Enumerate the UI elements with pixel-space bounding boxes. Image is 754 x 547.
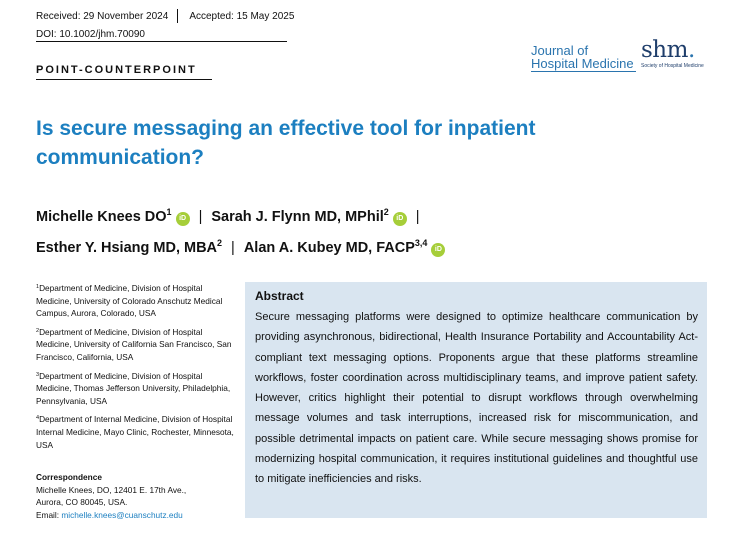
article-title: Is secure messaging an effective tool for inpatient communication? (36, 117, 536, 169)
affiliation-2: $^2$Department of Medicine, Division of Hospital Medicine, University of California San Francisco, San Francisco, California, USA (36, 326, 232, 362)
affiliation-4: $^4$Department of Internal Medicine, Division of Hospital Internal Medicine, Mayo Clinic, Rochester, Minnesota, USA (36, 414, 234, 450)
correspondence-email-link[interactable]: michelle.knees@cuanschutz.edu (61, 509, 183, 520)
correspondence-address-line2: Aurora, CO 80045, USA. (36, 497, 128, 508)
accepted-date: Accepted: 15 May 2025 (189, 10, 295, 22)
abstract-text: Secure messaging platforms were designed to optimize healthcare communication by providing asynchronous, bidirectional, Health Insurance Portability and Accountability Act-compliant text messaging options. Proponents argue that these platforms streamline workflows, foster coordination across multidisciplinary teams, and improve patient safety. However, critics highlight their potential to disrupt workflows through overwhelming message volumes and task interruptions, increased risk for miscommunication, and possible detrimental impacts on patient care. While secure messaging shows promise for modernizing hospital communication, it requires institutional guidelines and thoughtful use to mitigate inefficiencies and risks. (255, 311, 698, 486)
article-dates (36, 9, 294, 23)
society-logo-subtitle: Society of Hospital Medicine (641, 63, 704, 69)
society-logo (641, 39, 721, 69)
correspondence-heading: Correspondence (36, 472, 102, 482)
journal-logo-line2: Hospital Medicine (531, 57, 636, 72)
orcid-icon[interactable]: iD (176, 212, 190, 226)
author-list (36, 199, 556, 261)
author-flynn[interactable]: Sarah J. Flynn MD, MPhil$^2$iD (211, 209, 406, 225)
author-knees[interactable]: Michelle Knees $DO^1iD$ (36, 209, 190, 225)
header-rule (36, 41, 287, 42)
journal-logo[interactable] (531, 44, 636, 72)
doi[interactable]: DOI: 10.1002/jhm.70090 (36, 29, 145, 40)
author-kubey[interactable]: Alan A. Kubey MD, FACP$^{3,4}$iD (244, 240, 446, 256)
abstract-heading: Abstract (255, 289, 304, 303)
affiliation-3: $^3$Department of Medicine, Division of Hospital Medicine, Thomas Jefferson University, Philadelphia, Pennsylvania, USA (36, 370, 231, 406)
orcid-icon[interactable]: iD (393, 212, 407, 226)
author-line (36, 230, 556, 261)
correspondence (36, 471, 236, 521)
correspondence-email-line: Email: michelle.knees@cuanschutz.edu (36, 509, 183, 520)
journal-logo-line1: Journal of (531, 43, 589, 58)
correspondence-address-line1: Michelle Knees, DO, 12401 E. 17th Ave., (36, 484, 187, 495)
author-separator: | (198, 209, 203, 225)
received-date: Received: 29 November 2024 (36, 10, 169, 22)
author-separator: | (231, 240, 235, 256)
author-line (36, 199, 556, 230)
section-label: POINT-COUNTERPOINT (36, 64, 197, 76)
author-separator: | (415, 209, 420, 225)
dates-divider (177, 9, 178, 23)
affiliations (36, 281, 236, 456)
society-logo-mark: shm. (641, 37, 695, 63)
section-rule (36, 79, 212, 80)
orcid-icon[interactable]: iD (431, 243, 445, 257)
affiliation-1: $^1$Department of Medicine, Division of Hospital Medicine, University of Colorado Anschutz Medical Campus, Aurora, Colorado, USA (36, 283, 223, 319)
abstract-box (245, 282, 707, 518)
author-hsiang[interactable]: Esther Y. Hsiang MD, MBA$^2$ (36, 238, 223, 256)
